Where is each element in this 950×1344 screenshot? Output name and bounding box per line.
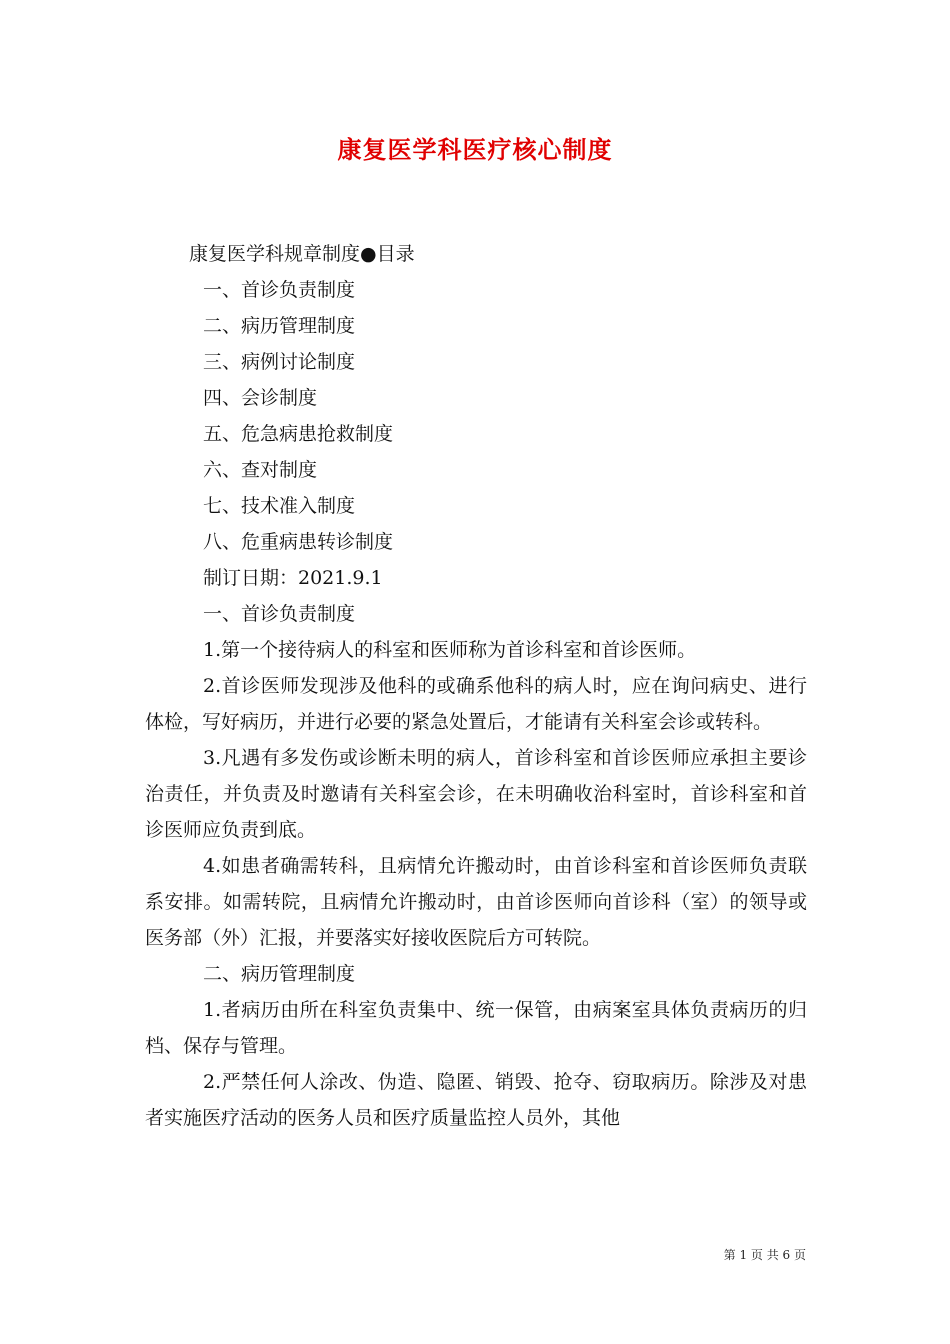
document-title: 康复医学科医疗核心制度 <box>337 135 613 164</box>
toc-heading: 康复医学科规章制度●目录 <box>189 243 415 265</box>
section-heading: 二、病历管理制度 <box>203 963 356 985</box>
toc-item: 八、危重病患转诊制度 <box>203 531 394 553</box>
toc-item: 二、病历管理制度 <box>203 315 356 337</box>
paragraph: 2.严禁任何人涂改、伪造、隐匿、销毁、抢夺、窃取病历。除涉及对患者实施医疗活动的医务人员和医疗质量监控人员外，其他 <box>145 1071 807 1129</box>
toc-item: 四、会诊制度 <box>203 387 318 409</box>
page-number: 第 1 页 共 6 页 <box>723 1248 806 1262</box>
paragraph: 4.如患者确需转科，且病情允许搬动时，由首诊科室和首诊医师负责联系安排。如需转院，且病情允许搬动时，由首诊医师向首诊科（室）的领导或医务部（外）汇报，并要落实好接收医院后方可转院。 <box>145 855 807 949</box>
paragraph: 2.首诊医师发现涉及他科的或确系他科的病人时，应在询问病史、进行体检，写好病历，并进行必要的紧急处置后，才能请有关科室会诊或转科。 <box>145 675 807 733</box>
paragraph: 3.凡遇有多发伤或诊断未明的病人，首诊科室和首诊医师应承担主要诊治责任，并负责及时邀请有关科室会诊，在未明确收治科室时，首诊科室和首诊医师应负责到底。 <box>145 747 807 841</box>
toc-item: 七、技术准入制度 <box>203 495 356 517</box>
paragraph: 1.者病历由所在科室负责集中、统一保管，由病案室具体负责病历的归档、保存与管理。 <box>145 999 807 1057</box>
document-body <box>145 236 807 1136</box>
toc-item: 一、首诊负责制度 <box>203 279 356 301</box>
date-line: 制订日期：2021.9.1 <box>203 567 383 589</box>
paragraph: 1.第一个接待病人的科室和医师称为首诊科室和首诊医师。 <box>203 639 697 661</box>
toc-item: 五、危急病患抢救制度 <box>203 423 394 445</box>
toc-item: 三、病例讨论制度 <box>203 351 356 373</box>
toc-item: 六、查对制度 <box>203 459 318 481</box>
section-heading: 一、首诊负责制度 <box>203 603 356 625</box>
